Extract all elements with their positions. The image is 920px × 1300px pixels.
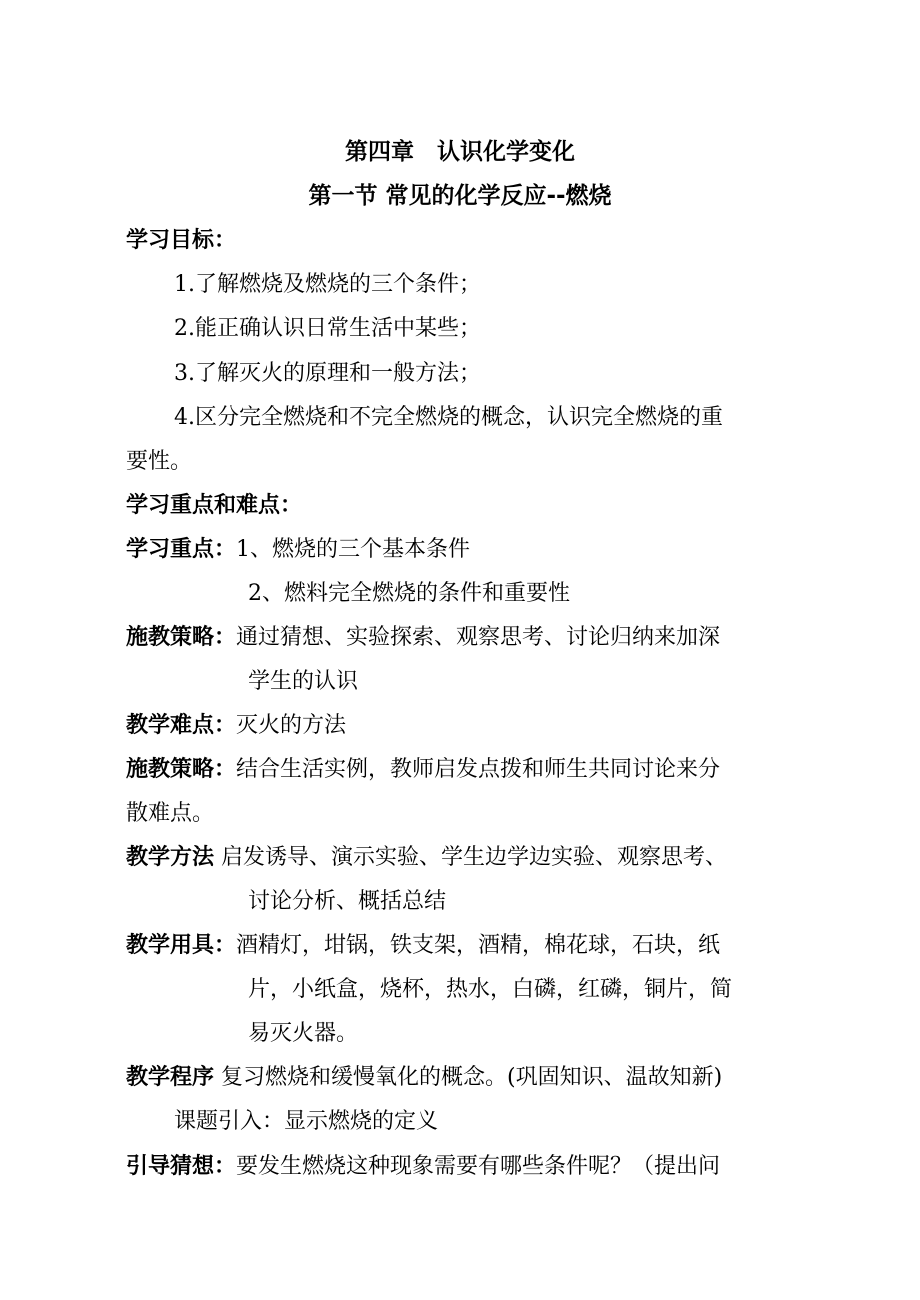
methods-row <box>126 841 727 875</box>
strategy-1-label: 施教策略： <box>126 625 237 650</box>
tools-line-2: 片，小纸盒，烧杯，热水，白磷，红磷，铜片，简 <box>248 977 733 1002</box>
focus-row <box>126 533 470 567</box>
methods-continued: 讨论分析、概括总结 <box>248 889 447 914</box>
focus-item-1: 1、燃烧的三个基本条件 <box>236 537 471 562</box>
strategy-1-continued: 学生的认识 <box>248 669 359 694</box>
goal-item-4-continued: 要性。 <box>126 449 193 474</box>
chapter-title: 第四章 认识化学变化 <box>345 139 575 165</box>
methods-label: 教学方法 <box>126 845 215 870</box>
tools-row <box>126 929 720 963</box>
guess-label: 引导猜想： <box>126 1154 237 1179</box>
key-points-heading: 学习重点和难点： <box>126 493 303 518</box>
goal-item-2: 2.能正确认识日常生活中某些； <box>174 316 481 341</box>
difficulty-label: 教学难点： <box>126 713 237 738</box>
goals-heading: 学习目标： <box>126 228 237 253</box>
difficulty-text: 灭火的方法 <box>236 713 347 738</box>
tools-label: 教学用具： <box>126 933 237 958</box>
strategy-2-text: 结合生活实例，教师启发点拨和师生共同讨论来分 <box>236 757 721 782</box>
tools-line-1: 酒精灯，坩锅，铁支架，酒精，棉花球，石块，纸 <box>236 933 721 958</box>
procedure-label: 教学程序 <box>126 1065 215 1090</box>
goal-item-4: 4.区分完全燃烧和不完全燃烧的概念，认识完全燃烧的重 <box>174 405 723 430</box>
goal-item-3: 3.了解灭火的原理和一般方法； <box>174 361 481 386</box>
procedure-row <box>126 1061 722 1095</box>
methods-text: 启发诱导、演示实验、学生边学边实验、观察思考、 <box>221 845 728 870</box>
strategy-1-text: 通过猜想、实验探索、观察思考、讨论归纳来加深 <box>236 625 721 650</box>
guess-row <box>126 1150 720 1184</box>
focus-item-2: 2、燃料完全燃烧的条件和重要性 <box>248 581 570 606</box>
procedure-intro: 课题引入：显示燃烧的定义 <box>174 1109 439 1134</box>
strategy-2-continued: 散难点。 <box>126 801 215 826</box>
procedure-text: 复习燃烧和缓慢氧化的概念。(巩固知识、温故知新) <box>221 1065 723 1090</box>
focus-label: 学习重点： <box>126 537 237 562</box>
guess-text: 要发生燃烧这种现象需要有哪些条件呢？（提出问 <box>236 1154 721 1179</box>
section-title: 第一节 常见的化学反应--燃烧 <box>308 183 612 209</box>
difficulty-row <box>126 709 346 743</box>
strategy-2-row <box>126 753 720 787</box>
tools-line-3: 易灭火器。 <box>248 1021 359 1046</box>
strategy-2-label: 施教策略： <box>126 757 237 782</box>
goal-item-1: 1.了解燃烧及燃烧的三个条件； <box>174 272 481 297</box>
strategy-1-row <box>126 621 720 655</box>
